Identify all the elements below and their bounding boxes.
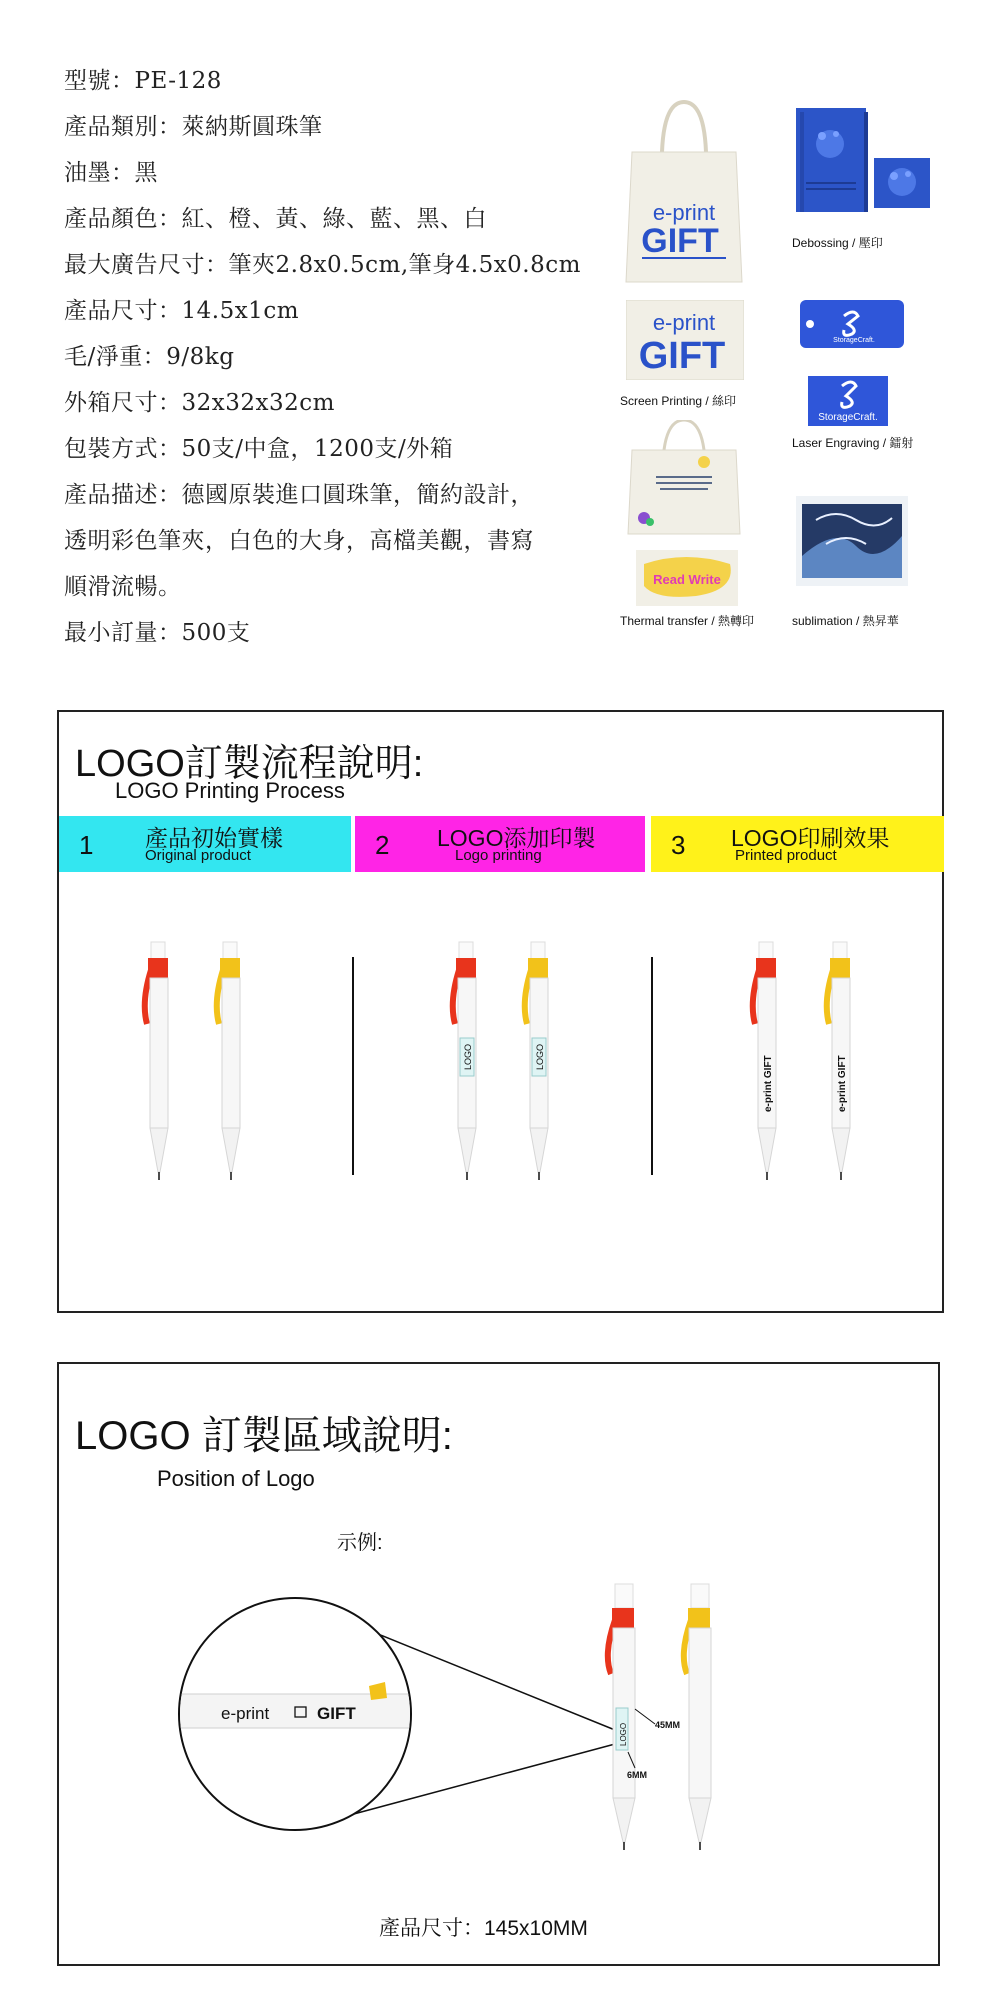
sticker-text: Read Write: [653, 572, 721, 587]
process-title: LOGO訂製流程說明:: [75, 743, 424, 785]
position-pen-red: [608, 1584, 635, 1850]
logo-position-section: [57, 1362, 940, 1966]
spec-line: 順滑流暢。: [64, 574, 182, 600]
spec-line: 毛/淨重：9/8kg: [64, 344, 235, 370]
position-pen-logo: LOGO: [619, 1722, 628, 1746]
sample-logo-bottom: GIFT: [638, 335, 726, 377]
process-subtitle: LOGO Printing Process: [115, 778, 345, 803]
position-diagram: [59, 1364, 938, 1964]
dim-45: 45MM: [655, 1720, 681, 1730]
process-pens: [59, 712, 942, 1311]
bag-logo-top: e-print: [652, 200, 716, 225]
position-pen-yellow: [684, 1584, 711, 1850]
step-2-subtitle: Logo printing: [455, 847, 542, 864]
step-3-subtitle: Printed product: [735, 847, 837, 864]
spec-line: 產品顏色：紅、橙、黃、綠、藍、黑、白: [64, 206, 487, 232]
product-size: [379, 1912, 588, 1942]
product-size-value: 145x10MM: [484, 1917, 588, 1940]
process-pen: [525, 942, 548, 1180]
position-title: LOGO 訂製區域說明:: [75, 1414, 453, 1458]
step-1-title: 產品初始實樣: [145, 825, 283, 851]
sublimation-image: [796, 496, 908, 586]
spec-line: 產品描述：德國原裝進口圓珠筆，簡約設計，: [64, 482, 534, 508]
pen-print-text: e-print GIFT: [763, 1055, 774, 1112]
process-pen: [827, 942, 850, 1180]
laser-engraving-label: Laser Engraving / 鐳射: [792, 436, 914, 450]
thermal-sticker-image: [636, 550, 738, 606]
spec-line: 包裝方式：50支/中盒，1200支/外箱: [64, 436, 454, 462]
laser-keytag-image: [798, 296, 908, 352]
screen-print-sample: [626, 300, 744, 380]
step-1-subtitle: Original product: [145, 847, 251, 864]
debossing-label: Debossing / 壓印: [792, 236, 883, 250]
spec-list: [64, 62, 584, 660]
process-pen: [217, 942, 240, 1180]
thermal-transfer-label: Thermal transfer / 熱轉印: [620, 614, 755, 628]
position-subtitle: Position of Logo: [157, 1466, 315, 1491]
tote-bag-image: [624, 100, 744, 285]
pen-print-text: e-print GIFT: [837, 1055, 848, 1112]
thermal-bag-image: [626, 420, 742, 536]
logo-process-section: [57, 710, 944, 1313]
bag-logo-bottom: GIFT: [641, 222, 719, 260]
laser-badge-image: [808, 376, 888, 426]
step-2-title: LOGO添加印製: [437, 825, 596, 851]
process-pen: [145, 942, 168, 1180]
spec-line: 透明彩色筆夾，白色的大身，高檔美觀，書寫: [64, 528, 534, 554]
pen-logo-text: LOGO: [463, 1043, 473, 1070]
process-pen: [753, 942, 776, 1180]
step-3-title: LOGO印刷效果: [731, 825, 890, 851]
step-2-number: 2: [375, 830, 390, 860]
spec-line: 型號：PE-128: [64, 68, 222, 94]
sample-logo-top: e-print: [652, 310, 716, 335]
spec-line: 最大廣告尺寸：筆夾2.8x0.5cm,筆身4.5x0.8cm: [64, 252, 581, 278]
sublimation-label: sublimation / 熱昇華: [792, 614, 899, 628]
debossed-notebook-image: [792, 106, 932, 218]
spec-line: 最小訂量：500支: [64, 620, 251, 646]
process-pen: [453, 942, 476, 1180]
spec-line: 產品尺寸：14.5x1cm: [64, 298, 300, 324]
product-size-label: 產品尺寸：: [379, 1916, 484, 1940]
example-label: 示例:: [337, 1532, 383, 1554]
dim-6: 6MM: [627, 1770, 647, 1780]
spec-line: 外箱尺寸：32x32x32cm: [64, 390, 335, 416]
screen-printing-label: Screen Printing / 絲印: [620, 394, 737, 408]
badge-brand: StorageCraft.: [818, 412, 878, 423]
spec-line: 產品類別：萊納斯圓珠筆: [64, 114, 323, 140]
pen-logo-text: LOGO: [535, 1043, 545, 1070]
step-3-number: 3: [671, 830, 686, 860]
zoom-logo-prefix: e-print: [221, 1704, 270, 1723]
spec-line: 油墨：黑: [64, 160, 158, 186]
zoom-logo-suffix: GIFT: [317, 1704, 356, 1723]
keytag-brand: StorageCraft.: [833, 337, 875, 344]
step-1-number: 1: [79, 830, 94, 860]
